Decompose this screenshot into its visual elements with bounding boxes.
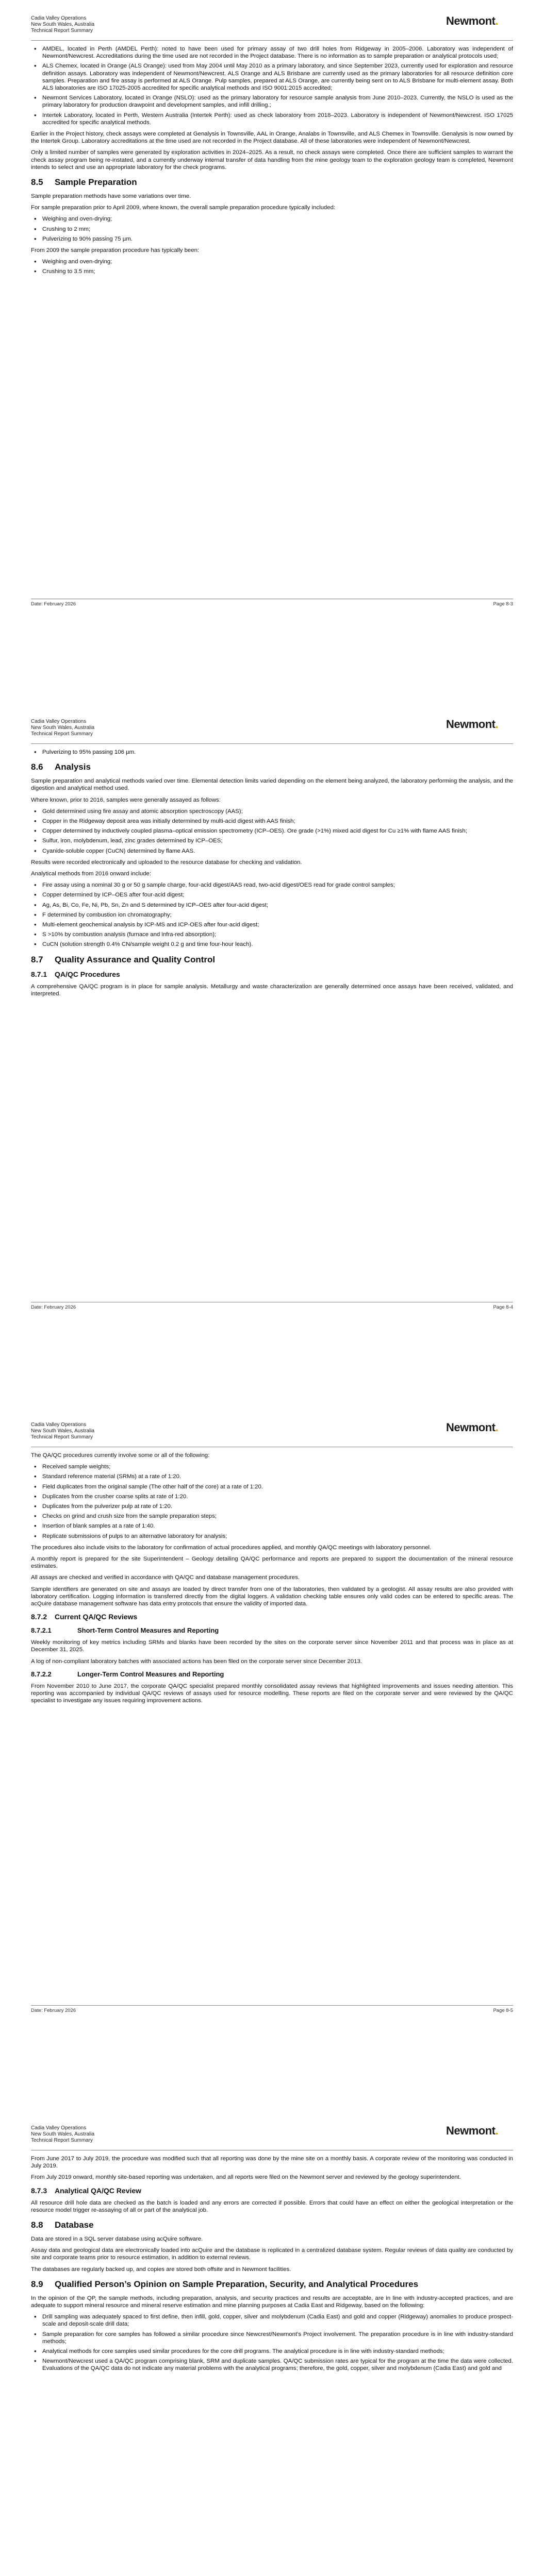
bullet-item: • Weighing and oven-drying;: [31, 258, 513, 265]
section-title: Short-Term Control Measures and Reporting: [77, 1626, 219, 1635]
section-title: Current QA/QC Reviews: [55, 1613, 138, 1621]
section-title: Analysis: [55, 762, 91, 772]
paragraph: All resource drill hole data are checked as the batch is loaded and any errors are corrected if possible. Errors that could have an effect on either the geological interpretation or the resource model trigger re-assaying of all or part of the analytical job.: [31, 2199, 513, 2213]
paragraph: From July 2019 onward, monthly site-based reporting was undertaken, and all reports were filed on the Newmont server and reviewed by the geology superintendent.: [31, 2174, 461, 2181]
section-heading-8-9: [31, 2279, 513, 2290]
section-title: Longer-Term Control Measures and Reporting: [77, 1670, 224, 1678]
paragraph: For sample preparation prior to April 2009, where known, the overall sample preparation procedure typically included:: [31, 205, 336, 211]
newmont-logo: Newmont.: [446, 14, 499, 27]
bullet-item: • Pulverizing to 90% passing 75 µm.: [31, 235, 513, 243]
bullet-item: • Duplicates from the pulverizer pulp at rate of 1:20.: [31, 1503, 513, 1510]
section-number: 8.7.2.2: [31, 1670, 52, 1678]
header-line-report: Technical Report Summary: [31, 1434, 93, 1440]
section-heading-8-7-1: [31, 970, 513, 979]
paragraph: The QA/QC procedures currently involve some or all of the following:: [31, 1452, 210, 1459]
paragraph: Sample preparation methods have some variations over time.: [31, 193, 191, 200]
bullet-item: • Newmont Services Laboratory, located in Orange (NSLO): used as the primary laboratory for resource sample analysis from June 2010–2023. Currently, the NSLO is used as the primary laboratory for production drawpoint and development samples, and infill drilling.;: [31, 94, 513, 109]
paragraph: Assay data and geological data are electronically loaded into acQuire and the database is replicated in a centralized database system. Regular reviews of data quality are conducted by site and corporate teams prior to resource estimation, in addition to external reviews.: [31, 2247, 513, 2261]
bullet-item: • Crushing to 3.5 mm;: [31, 268, 513, 275]
bullet-item: • Drill sampling was adequately spaced to first define, then infill, gold, copper, silver and molybdenum (Cadia East) and gold and copper (Ridgeway) anomalies to produce prospect-scale and deposit-scale drill data;: [31, 2313, 513, 2328]
page-header: [31, 719, 94, 737]
bullet-item: • Copper determined by ICP–OES after four-acid digest;: [31, 891, 513, 899]
bullet-item: • Duplicates from the crusher coarse splits at rate of 1:20.: [31, 1493, 513, 1500]
header-line-location: New South Wales, Australia: [31, 2131, 95, 2137]
bullet-item: • Pulverizing to 95% passing 106 µm.: [31, 749, 513, 756]
paragraph: Sample identifiers are generated on site and assays are loaded by direct transfer from one of the laboratories, then validated by a geologist. All assay results are also provided with laboratory certification. Logging information is transferred directly from the digital loggers. A validation checking table ensures only valid codes can be entered to specific areas. The acQuire database management software has data entry protocols that ensure the validity of imported data.: [31, 1586, 513, 1607]
bullet-item: • Analytical methods for core samples used similar procedures for the core drill programs. The analytical procedure is in line with industry-standard methods;: [31, 2348, 513, 2355]
footer-date: Date: February 2026: [31, 2008, 76, 2013]
paragraph: The procedures also include visits to the laboratory for confirmation of actual procedures applied, and monthly QA/QC meetings with laboratory personnel.: [31, 1544, 432, 1551]
page-content: [31, 45, 513, 280]
bullet-item: • Field duplicates from the original sample (The other half of the core) at a rate of 1:20.: [31, 1483, 513, 1490]
bullet-item: • Multi-element geochemical analysis by ICP-MS and ICP-OES after four-acid digest;: [31, 921, 513, 928]
footer-date: Date: February 2026: [31, 601, 76, 607]
section-heading-8-7: [31, 955, 513, 965]
paragraph: A comprehensive QA/QC program is in place for sample analysis. Metallurgy and waste characterization are generally determined once assays have been received, validated, and interpreted.: [31, 983, 513, 997]
bullet-item: • Cyanide-soluble copper (CuCN) determined by flame AAS.: [31, 848, 513, 855]
section-heading-8-7-2-1: [31, 1626, 513, 1635]
paragraph: Analytical methods from 2016 onward include:: [31, 871, 152, 877]
page-header: [31, 1422, 94, 1440]
footer-divider: [31, 2005, 513, 2006]
paragraph: All assays are checked and verified in accordance with QA/QC and database management procedures.: [31, 1574, 300, 1581]
bullet-item: • Sulfur, iron, molybdenum, lead, zinc grades determined by ICP–OES;: [31, 837, 513, 844]
header-line-location: New South Wales, Australia: [31, 1428, 95, 1434]
bullet-list: [31, 215, 513, 243]
header-line-operation: Cadia Valley Operations: [31, 1422, 87, 1428]
bullet-item: • Gold determined using fire assay and atomic absorption spectroscopy (AAS);: [31, 808, 513, 815]
section-number: 8.5: [31, 177, 43, 188]
bullet-list: [31, 45, 513, 126]
bullet-item: • Intertek Laboratory, located in Perth, Western Australia (Intertek Perth): used as check laboratory from 2018–2023. Laboratory is independent of Newmont/Newcrest. ISO 17025 accredited for specific analytical methods.: [31, 112, 513, 126]
header-line-report: Technical Report Summary: [31, 2138, 93, 2143]
section-number: 8.7: [31, 954, 43, 964]
bullet-list: [31, 2313, 513, 2372]
bullet-item: • Sample preparation for core samples has followed a similar procedure since Newcrest/Newmont’s Project involvement. The preparation procedure is in line with industry-standard methods;: [31, 2331, 513, 2345]
newmont-logo: Newmont.: [446, 718, 499, 731]
header-line-operation: Cadia Valley Operations: [31, 2125, 87, 2131]
section-title: Quality Assurance and Quality Control: [55, 954, 216, 964]
bullet-item: • ALS Chemex, located in Orange (ALS Orange): used from May 2004 until May 2010 as a primary laboratory, and since September 2023, currently used for exploration and resource definition assays. Laboratory was independent of Newmont/Newcrest. ALS Orange and ALS Brisbane are currently used as the primary laboratories for all resource definition core samples. Preparation and fire assay is performed at ALS Orange. Pulp samples, prepared at ALS Orange, are currently being sent on to ALS Brisbane for multi-element assay. Both ALS laboratories are ISO 17025-2005 accredited for specific analytical methods and ISO 9001:2015 accredited;: [31, 62, 513, 92]
section-heading-8-7-2-2: [31, 1670, 513, 1679]
page-header: [31, 2125, 94, 2144]
paragraph: Data are stored in a SQL server database using acQuire software.: [31, 2236, 203, 2243]
paragraph: Results were recorded electronically and uploaded to the resource database for checking and validation.: [31, 859, 302, 866]
paragraph: From 2009 the sample preparation procedure has typically been:: [31, 247, 200, 254]
page-footer: [31, 601, 513, 607]
bullet-list: [31, 749, 513, 756]
page-3: [0, 1406, 544, 2110]
section-title: QA/QC Procedures: [55, 970, 120, 978]
page-footer: [31, 2008, 513, 2013]
bullet-item: • Weighing and oven-drying;: [31, 215, 513, 223]
page-header: [31, 15, 94, 34]
section-title: Analytical QA/QC Review: [55, 2186, 142, 2195]
page-number: Page 8-5: [493, 2008, 513, 2013]
section-number: 8.7.2: [31, 1613, 47, 1621]
bullet-item: • Crushing to 2 mm;: [31, 226, 513, 233]
bullet-list: [31, 808, 513, 855]
section-number: 8.9: [31, 2279, 43, 2289]
header-line-operation: Cadia Valley Operations: [31, 15, 87, 21]
bullet-item: • Received sample weights;: [31, 1463, 513, 1470]
section-number: 8.7.1: [31, 970, 47, 978]
page-content: [31, 749, 513, 1002]
paragraph: Only a limited number of samples were generated by exploration activities in 2024–2025. As a result, no check assays were completed. Once there are sufficient samples to warrant the check assay program being re-instated, and a currently underway internal transfer of data handling from the mine geology team to the exploration geology team is completed, Newmont intends to select and use an appropriate laboratory for the check programs.: [31, 149, 513, 171]
header-divider: [31, 40, 513, 41]
page-content: [31, 1452, 513, 1708]
section-number: 8.7.3: [31, 2186, 47, 2195]
page-footer: [31, 1304, 513, 1310]
header-line-location: New South Wales, Australia: [31, 22, 95, 27]
paragraph: From November 2010 to June 2017, the corporate QA/QC specialist prepared monthly consolidated assay reviews that highlighted improvements and issues needing attention. This reporting was accompanied by individual QA/QC reviews of assays used for resource modelling. These reports are filed on the corporate server and were reviewed by the QA/QC specialist to investigate any issues requiring improvement actions.: [31, 1683, 513, 1704]
paragraph: Where known, prior to 2016, samples were generally assayed as follows:: [31, 796, 221, 803]
footer-date: Date: February 2026: [31, 1304, 76, 1310]
header-line-report: Technical Report Summary: [31, 731, 93, 737]
page-number: Page 8-3: [493, 601, 513, 607]
paragraph: In the opinion of the QP, the sample methods, including preparation, analysis, and security practices and results are acceptable, are in line with industry-accepted practices, and are adequate to support mineral resource and mineral reserve estimation and mine planning purposes at Cadia East and Ridgeway, based on the following:: [31, 2295, 513, 2309]
header-line-location: New South Wales, Australia: [31, 725, 95, 731]
section-heading-8-8: [31, 2220, 513, 2230]
paragraph: From June 2017 to July 2019, the procedure was modified such that all reporting was done by the mine site on a monthly basis. A corporate review of the monitoring was conducted in July 2019.: [31, 2156, 513, 2170]
bullet-item: • Replicate submissions of pulps to an alternative laboratory for analysis;: [31, 1533, 513, 1540]
section-number: 8.7.2.1: [31, 1626, 52, 1635]
section-title: Sample Preparation: [55, 177, 137, 188]
bullet-item: • S >10% by combustion analysis (furnace and infra-red absorption);: [31, 931, 513, 938]
bullet-item: • Insertion of blank samples at a rate of 1:40.: [31, 1522, 513, 1530]
paragraph: Weekly monitoring of key metrics including SRMs and blanks have been recorded by the sites on the corporate server since November 2011 and that process was in place as at December 31, 2025.: [31, 1639, 513, 1653]
paragraph: Earlier in the Project history, check assays were completed at Genalysis in Townsville, AAL in Orange, Analabs in Townsville, and ALS Chemex in Townsville. Genalysis is now owned by the Intertek Group. Laboratory accreditations at the time used are not recorded in the Project database. All of these laboratories were independent of Newmont/Newcrest.: [31, 131, 513, 145]
page-number: Page 8-4: [493, 1304, 513, 1310]
bullet-list: [31, 258, 513, 275]
bullet-item: • AMDEL, located in Perth (AMDEL Perth): noted to have been used for primary assay of two drill holes from Ridgeway in 2005–2006. Laboratory was independent of Newmont/Newcrest. Accreditations during the time used are not recorded in the Project database. There is no information as to sample preparation or analytical protocols used;: [31, 45, 513, 60]
header-divider: [31, 743, 513, 744]
bullet-item: • Standard reference material (SRMs) at a rate of 1:20.: [31, 1473, 513, 1480]
paragraph: A log of non-compliant laboratory batches with associated actions has been filed on the corporate server since December 2013.: [31, 1658, 362, 1665]
bullet-item: • F determined by combustion ion chromatography;: [31, 911, 513, 919]
section-heading-8-7-2: [31, 1613, 513, 1621]
header-line-operation: Cadia Valley Operations: [31, 719, 87, 724]
header-line-report: Technical Report Summary: [31, 28, 93, 33]
bullet-item: • Ag, As, Bi, Co, Fe, Ni, Pb, Sn, Zn and S determined by ICP–OES after four-acid digest;: [31, 902, 513, 909]
section-title: Qualified Person’s Opinion on Sample Preparation, Security, and Analytical Procedures: [55, 2279, 419, 2289]
section-heading-8-7-3: [31, 2187, 513, 2195]
bullet-item: • Checks on grind and crush size from the sample preparation steps;: [31, 1513, 513, 1520]
page-4: [0, 2110, 544, 2576]
page-2: [0, 703, 544, 1406]
page-content: [31, 2155, 513, 2377]
bullet-list: [31, 1463, 513, 1540]
newmont-logo: Newmont.: [446, 2124, 499, 2137]
newmont-logo: Newmont.: [446, 1421, 499, 1434]
page-1: [0, 0, 544, 703]
paragraph: Sample preparation and analytical methods varied over time. Elemental detection limits varied depending on the element being analyzed, the laboratory performing the analysis, and the digestion and analytical method used.: [31, 778, 513, 792]
bullet-item: • CuCN (solution strength 0.4% CN/sample weight 0.2 g and time four-hour leach).: [31, 941, 513, 948]
bullet-item: • Fire assay using a nominal 30 g or 50 g sample charge, four-acid digest/AAS read, two-acid digest/OES read for grade control samples;: [31, 882, 513, 889]
bullet-item: • Copper in the Ridgeway deposit area was initially determined by multi-acid digest with AAS finish;: [31, 818, 513, 825]
bullet-item: • Copper determined by inductively coupled plasma–optical emission spectrometry (ICP–OES). Ore grade (>1%) mixed acid digest for Cu ≥1% with flame AAS finish;: [31, 827, 513, 835]
bullet-list: [31, 882, 513, 948]
section-heading-8-5: [31, 177, 513, 188]
section-number: 8.8: [31, 2220, 43, 2230]
paragraph: The databases are regularly backed up, and copies are stored both offsite and in Newmont facilities.: [31, 2266, 291, 2273]
section-heading-8-6: [31, 762, 513, 772]
bullet-item: • Newmont/Newcrest used a QA/QC program comprising blank, SRM and duplicate samples. QA/QC submission rates are typical for the program at the time the data were collected. Evaluations of the QA/QC data do not indicate any material problems with the analytical programs; therefore, the gold, copper, silver and molybdenum (Cadia East) and gold and: [31, 2358, 513, 2372]
section-number: 8.6: [31, 762, 43, 772]
paragraph: A monthly report is prepared for the site Superintendent – Geology detailing QA/QC performance and reports are prepared to support the documentation of the mineral resource estimates.: [31, 1556, 513, 1570]
section-title: Database: [55, 2220, 94, 2230]
